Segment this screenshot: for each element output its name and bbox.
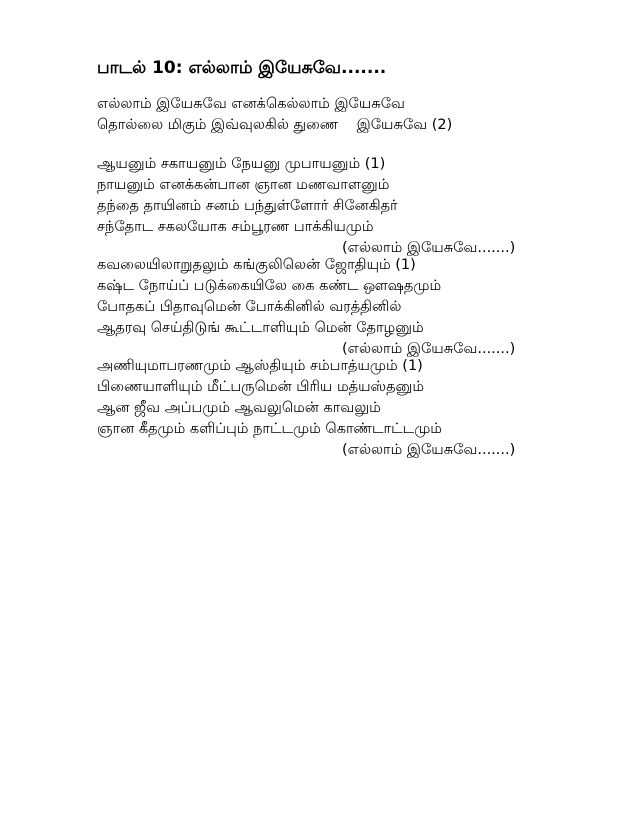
verse-block	[97, 154, 547, 259]
chorus-block	[97, 94, 547, 136]
verse-block	[97, 356, 547, 461]
verse-block	[97, 255, 547, 360]
verse-line: ஞான கீதமும் களிப்பும் நாட்டமும் கொண்டாட்டமும்	[97, 421, 442, 437]
refrain-line: (எல்லாம் இயேசுவே.......)	[342, 341, 516, 357]
verse-line: அணியுமாபரணமும் ஆஸ்தியும் சம்பாத்யமும் (1)	[97, 358, 423, 374]
chorus-line: தொல்லை மிகும் இவ்வுலகில் துணை இயேசுவே (2)	[97, 117, 453, 133]
refrain-line: (எல்லாம் இயேசுவே.......)	[342, 240, 516, 256]
verse-line: ஆன ஜீவ அப்பமும் ஆவலுமென் காவலும்	[97, 400, 381, 416]
verse-line: ஆதரவு செய்திடுங் கூட்டாளியும் மென் தோழனும்	[97, 320, 424, 336]
verse-line: போதகப் பிதாவுமென் போக்கினில் வரத்தினில்	[97, 299, 402, 315]
verse-line: சந்தோட சகலயோக சம்பூரண பாக்கியமும்	[97, 219, 374, 235]
refrain-line: (எல்லாம் இயேசுவே.......)	[342, 442, 516, 458]
verse-line: தந்தை தாயினம் சனம் பந்துள்ளோர் சினேகிதர்	[97, 198, 398, 214]
verse-line: பிணையாளியும் மீட்பருமென் பிரிய மத்யஸ்தனும்	[97, 379, 425, 395]
verse-line: கவலையிலாறுதலும் கங்குலிலென் ஜோதியும் (1)	[97, 257, 416, 273]
chorus-line: எல்லாம் இயேசுவே எனக்கெல்லாம் இயேசுவே	[97, 96, 405, 112]
verse-line: ஆயனும் சகாயனும் நேயனு முபாயனும் (1)	[97, 156, 386, 172]
verse-line: நாயனும் எனக்கன்பான ஞான மணவாளனும்	[97, 177, 390, 193]
verse-line: கஷ்ட நோய்ப் படுக்கையிலே கை கண்ட ஔஷதமும்	[97, 278, 442, 294]
song-title: பாடல் 10: எல்லாம் இயேசுவே.......	[97, 58, 387, 78]
